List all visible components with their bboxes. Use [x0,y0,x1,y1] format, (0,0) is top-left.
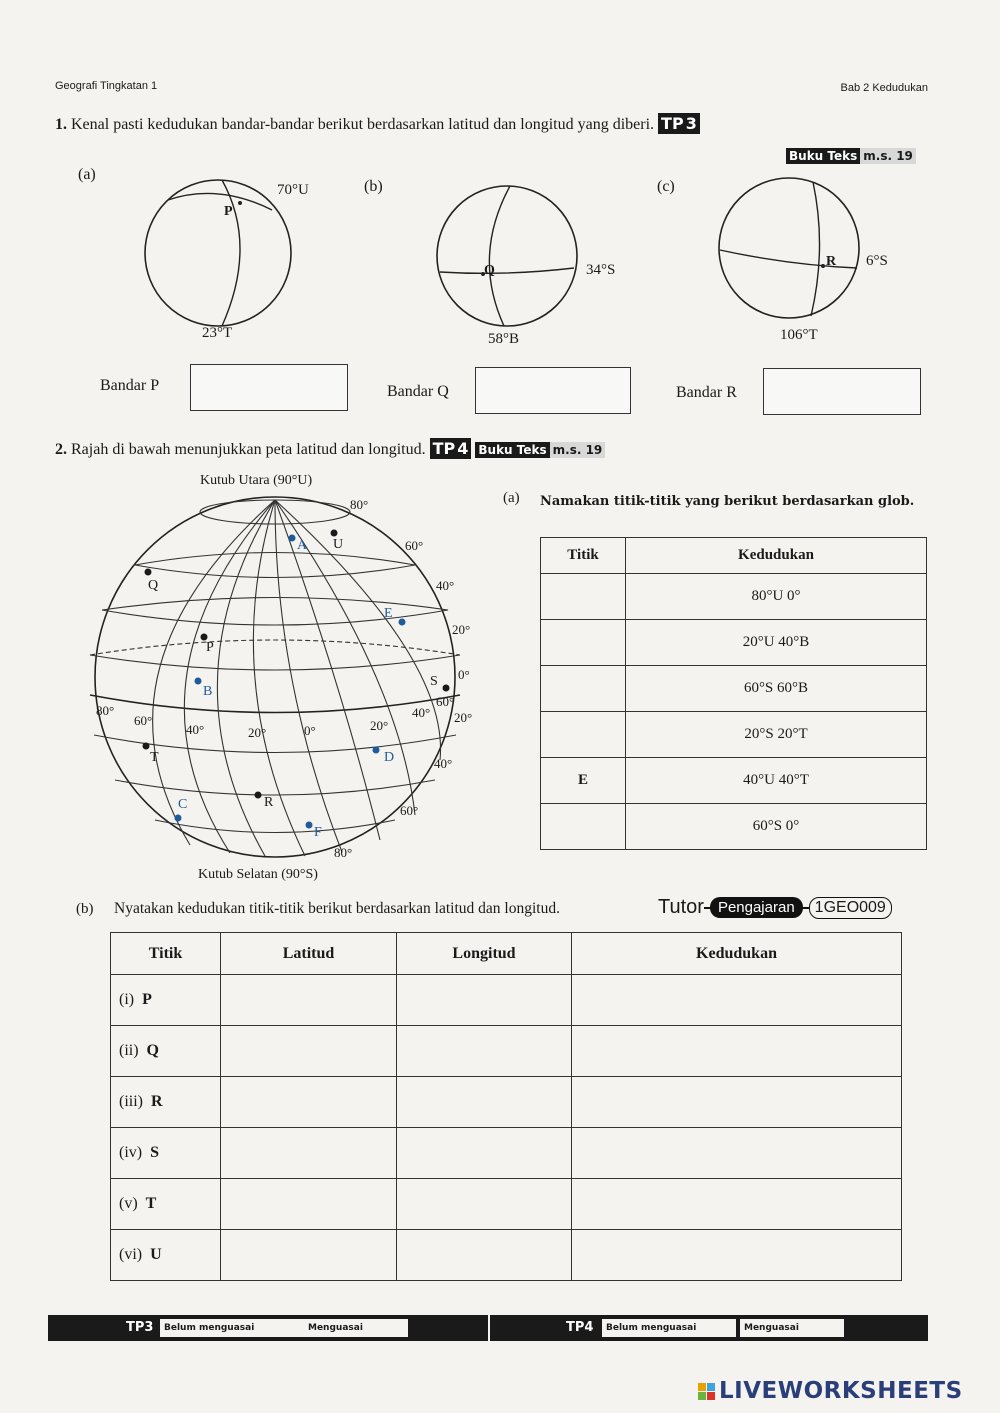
kedudukan-input[interactable] [572,1230,902,1281]
latitud-input[interactable] [221,1230,397,1281]
lon-40t: 40° [412,705,431,720]
lat-line-20n-back [90,640,460,655]
globe-c-outline [719,178,859,318]
q2b-header-longitud: Longitud [397,933,572,975]
q1-book-label: Buku Teks [786,148,860,164]
kedudukan-input[interactable] [572,975,902,1026]
longitud-input[interactable] [397,1179,572,1230]
table-row [541,758,927,804]
lat-line-60s [155,820,395,833]
q2b-titik-cell: (v) T [111,1179,221,1230]
q1-title [55,113,700,134]
south-pole-label: Kutub Selatan (90°S) [198,867,318,882]
q2b-header-titik: Titik [111,933,221,975]
q2b-titik-cell: (ii) Q [111,1026,221,1077]
q2a-kedudukan: 80°U 0° [626,574,927,620]
point-d [373,747,380,754]
q2a-text: Namakan titik-titik yang berikut berdasarkan glob. [540,494,915,509]
q2a-header-titik: Titik [541,538,626,574]
latitud-input[interactable] [221,975,397,1026]
globe-a-latitude [168,193,272,210]
header-right: Bab 2 Kedudukan [840,82,928,94]
bandar-r-input[interactable] [763,368,921,415]
q1-globe-b-letter: (b) [364,178,383,195]
q2b-text: Nyatakan kedudukan titik-titik berikut berdasarkan latitud dan longitud. [114,900,560,917]
longitud-input[interactable] [397,1230,572,1281]
q2a-table [540,537,927,850]
label-t: T [150,750,159,765]
lon-60t: 60° [436,694,455,709]
lat-20s: 20° [454,710,473,725]
q1-globe-a-lon: 23°T [202,325,233,341]
q2a-titik-input[interactable] [541,574,626,620]
table-row [111,975,902,1026]
q2b-table [110,932,902,1281]
q2-title [55,438,605,459]
q1-book-ref [786,147,916,165]
q2b-letter: (b) [76,901,94,917]
kedudukan-input[interactable] [572,1128,902,1179]
globe-a-outline [145,180,291,326]
bandar-q-label: Bandar Q [387,383,449,400]
point-e [399,619,406,626]
bandar-r-label: Bandar R [676,384,737,401]
bandar-q-input[interactable] [475,367,631,414]
longitud-input[interactable] [397,1077,572,1128]
lat-40n: 40° [436,578,455,593]
q2a-titik-example: E [541,758,626,804]
q2a-kedudukan: 60°S 0° [626,804,927,850]
q2-number: 2. [55,441,67,458]
q1-globe-b-lon: 58°B [488,331,520,347]
lat-80s: 80° [334,845,353,860]
label-b: B [203,684,213,699]
kedudukan-input[interactable] [572,1026,902,1077]
globe-c-latitude [720,250,857,268]
tp4-belum-checkbox[interactable]: Belum menguasai [602,1319,736,1337]
table-row [111,1128,902,1179]
tp3-menguasai-checkbox[interactable]: Menguasai [304,1319,408,1337]
point-q [145,569,152,576]
q1-globe-b [430,180,590,340]
q2a-titik-input[interactable] [541,620,626,666]
q1-number: 1. [55,116,67,133]
q2b-titik-cell: (i) P [111,975,221,1026]
globe-a-meridian [222,180,240,326]
globe-b-latitude [440,268,574,273]
q2a-titik-input[interactable] [541,712,626,758]
label-q: Q [148,578,159,593]
table-row [541,712,927,758]
table-row [111,1179,902,1230]
tp4-menguasai-checkbox[interactable]: Menguasai [740,1319,844,1337]
globe-b-outline [437,186,577,326]
q1-globe-b-point: Q [484,263,495,278]
bandar-p-input[interactable] [190,364,348,411]
equator [90,695,460,713]
q1-globe-c [715,170,875,330]
liveworksheets-text: LIVEWORKSHEETS [719,1378,963,1404]
q2-page-label: m.s. 19 [550,442,606,458]
longitud-input[interactable] [397,1026,572,1077]
q2a-header-kedudukan: Kedudukan [626,538,927,574]
north-pole-label: Kutub Utara (90°U) [200,473,313,488]
point-r [255,792,262,799]
latitud-input[interactable] [221,1077,397,1128]
latitud-input[interactable] [221,1179,397,1230]
liveworksheets-icon [698,1383,715,1400]
point-c [175,815,182,822]
q1-globe-c-lat: 6°S [866,253,888,269]
footer-tp3: TP3 [126,1320,154,1335]
lon-20b: 20° [248,725,267,740]
lon-20t: 20° [370,718,389,733]
label-s: S [430,674,438,689]
mastery-footer [48,1315,928,1341]
meridian-6 [275,500,415,815]
label-a: A [297,538,308,553]
lat-80n: 80° [350,497,369,512]
longitud-input[interactable] [397,1128,572,1179]
lat-60n: 60° [405,538,424,553]
label-f: F [314,825,322,840]
globe-c-point-r [821,264,825,268]
q2b-header-latitud: Latitud [221,933,397,975]
lon-60b: 60° [134,713,153,728]
point-b [195,678,202,685]
table-row [541,574,927,620]
tutor-code: 1GEO009 [809,897,892,919]
q1-globe-a-letter: (a) [78,166,96,183]
latitud-input[interactable] [221,1026,397,1077]
q2-tp-badge: TP 4 [430,438,472,459]
pengajaran-label: Pengajaran [710,897,803,918]
q2a-kedudukan: 60°S 60°B [626,666,927,712]
q2a-kedudukan: 40°U 40°T [626,758,927,804]
lon-80b: 80° [96,703,115,718]
lat-line-60n [135,553,415,578]
q2b-titik-cell: (vi) U [111,1230,221,1281]
globe-b-meridian [489,186,510,326]
table-row [541,620,927,666]
table-row [111,1026,902,1077]
lat-20n: 20° [452,622,471,637]
q1-globe-c-letter: (c) [657,178,675,195]
q1-globe-a-lat: 70°U [277,182,309,198]
globe-a-point-p [238,201,242,205]
footer-tp4: TP4 [566,1320,594,1335]
q2a-kedudukan: 20°U 40°B [626,620,927,666]
lat-line-40n [102,598,448,626]
point-s [443,685,450,692]
label-e: E [384,606,393,621]
q1-globe-c-point: R [826,254,837,269]
q2a-titik-input[interactable] [541,804,626,850]
lat-40s: 40° [434,756,453,771]
kedudukan-input[interactable] [572,1077,902,1128]
q1-globe-c-lon: 106°T [780,327,818,343]
label-d: D [384,750,395,765]
table-row [111,1077,902,1128]
label-c: C [178,797,188,812]
lon-40b: 40° [186,722,205,737]
tp3-belum-checkbox[interactable]: Belum menguasai [160,1319,304,1337]
q1-page-label: m.s. 19 [860,148,916,164]
lat-60s: 60° [400,803,419,818]
longitud-input[interactable] [397,975,572,1026]
q1-text: Kenal pasti kedudukan bandar-bandar berikut berdasarkan latitud dan longitud yang diberi. [71,116,655,133]
table-row [541,804,927,850]
q2-text: Rajah di bawah menunjukkan peta latitud dan longitud. [71,441,426,458]
point-t [143,743,150,750]
q1-tp-badge: TP 3 [658,113,700,134]
lat-line-20n [90,655,460,670]
q2-book-label: Buku Teks [475,442,549,458]
lat-0: 0° [458,667,470,682]
lon-0: 0° [304,723,316,738]
label-u: U [333,537,344,552]
table-row [541,666,927,712]
label-p: P [206,640,214,655]
point-u [331,530,338,537]
latitud-input[interactable] [221,1128,397,1179]
globe-c-meridian [811,182,820,316]
tutor-badge [658,896,892,919]
q2b-titik-cell: (iv) S [111,1128,221,1179]
point-f [306,822,313,829]
liveworksheets-logo [698,1378,963,1404]
label-r: R [264,795,274,810]
tutor-label: Tutor [658,896,704,918]
q1-globe-b-lat: 34°S [586,262,616,278]
bandar-p-label: Bandar P [100,377,160,394]
table-row [111,1230,902,1281]
q1-globe-a-point: P [224,204,233,219]
header-left: Geografi Tingkatan 1 [55,80,158,92]
q2a-letter: (a) [503,490,520,506]
q2a-kedudukan: 20°S 20°T [626,712,927,758]
q2b-header-kedudukan: Kedudukan [572,933,902,975]
kedudukan-input[interactable] [572,1179,902,1230]
point-a [289,535,296,542]
q2a-titik-input[interactable] [541,666,626,712]
q2b-titik-cell: (iii) R [111,1077,221,1128]
